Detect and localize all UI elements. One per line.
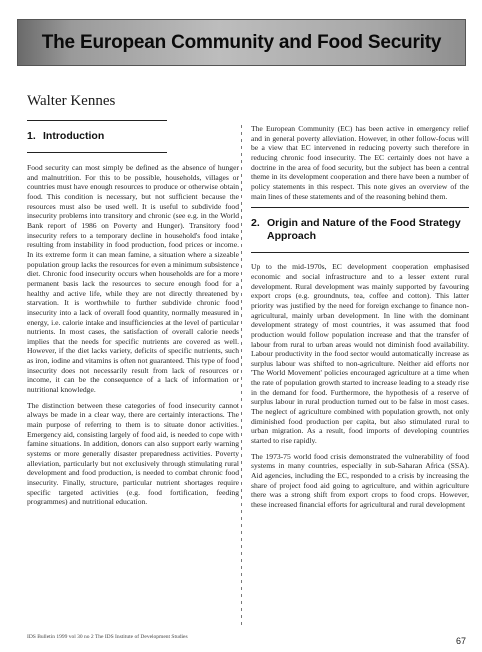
left-column <box>27 120 239 632</box>
body-paragraph: The 1973-75 world food crisis demonstrated the vulnerability of food systems in many countries, especially in sub-Saharan Africa (SSA). Aid agencies, including the EC, responded to a crisis by increasing the share of project food aid going to agriculture, and within agriculture there was a strong shift from export crops to food crops. However, these increased financial efforts for agricultural and rural development <box>251 451 469 509</box>
author-name: Walter Kennes <box>27 93 116 109</box>
right-column <box>251 124 469 636</box>
body-paragraph: Up to the mid-1970s, EC development cooperation emphasised economic and social infrastructure and to a lesser extent rural development. Rural development was mainly supported by favouring export crops (e.g. groundnuts, tea, coffee and cotton). This latter priority was justified by the need for foreign exchange to finance non-agricultural, mainly urban development. In line with the dominant development strategy of most countries, it was assumed that food production would follow population increase and that the transfer of labour from rural to urban areas would not diminish food availability. Labour productivity in the food sector would automatically increase as surplus labour was shifted to non-agriculture. Neither aid efforts nor 'The World Movement' policies encouraged agriculture at a time when the rate of population growth started to increase leading to a steady rise in the demand for food. Furthermore, the hypothesis of a reserve of surplus labour in rural production turned out to be false in most cases. The neglect of agriculture combined with population growth, not only diminished food production per capita, but also stimulated rural to urban migration. As a result, food imports of developing countries started to rise rapidly. <box>251 262 469 446</box>
section-title: Introduction <box>43 130 105 142</box>
section-number: 1. <box>27 130 36 142</box>
footnote: IDS Bulletin 1999 vol 30 no 2 The IDS Institute of Development Studies <box>27 634 188 640</box>
section-rule <box>27 152 167 153</box>
article-title: The European Community and Food Security <box>41 31 442 53</box>
section-rule <box>251 252 469 253</box>
body-paragraph: Food security can most simply be defined as the absence of hunger and malnutrition. For this to be possible, households, villages or countries must have enough resources to produce or otherwise obtain food. This condition is necessary, but not sufficient because the resources must also be used well. It is useful to subdivide food insecurity problems into transitory and chronic (see e.g. in the World Bank report of 1986 on Poverty and Hunger). Transitory food insecurity refers to a temporary decline in household's food intake resulting from instability in food production, food prices or income. In its extreme form it can mean famine, a situation where a sizeable population group lacks the resources for even a minimum subsistence diet. Chronic food insecurity occurs when households are for a more permanent basis lack the resources to secure enough food for a healthy and active life, while they are not directly threatened by starvation. It is worthwhile to further subdivide chronic food insecurity into a lack of overall food quantity, normally measured in energy, i.e. calorie intake and insufficiencies at the level of particular nutrients. In most cases, the satisfaction of overall calorie needs implies that the needs for specific nutrients are covered as well. However, if the diet lacks variety, deficits of specific nutrients, such as iron, iodine and vitamins is often not guaranteed. This type of food insecurity does not necessarily result from lack of resources or income, it can be the consequence of a lack of information or nutritional knowledge. <box>27 163 239 395</box>
section-heading-origin <box>251 217 469 243</box>
body-paragraph: The European Community (EC) has been active in emergency relief and in general poverty alleviation. However, in other follow-focus will be a view that EC intervened in reducing poverty such therefore in reducing chronic food insecurity. The EC certainly does not have a doctrine in the area of food security, but the subject has been a central theme in its development cooperation and there have been a number of policy statements in this respect. This note gives an overview of the main lines of these statements and of the reasoning behind them. <box>251 124 469 201</box>
page-number: 67 <box>455 636 466 646</box>
body-paragraph: The distinction between these categories of food insecurity cannot always be made in a clear way, there are certainly interactions. The main purpose of referring to them is to situate donor activities. Emergency aid, consisting largely of food aid, is needed to cope with famine situations. In addition, donors can also support early warning systems or more generally disaster preparedness activities. Poverty alleviation, particularly but not exclusively through stimulating rural development and food production, is needed to combat chronic food insecurity. Finally, structure, particular nutrient shortages require specific targeted activities (e.g. food fortification, feeding programmes) and nutritional education. <box>27 400 239 507</box>
section-rule <box>251 207 469 208</box>
section-title: Origin and Nature of the Food Strategy Approach <box>267 217 461 243</box>
section-number: 2. <box>251 217 260 230</box>
section-rule <box>27 120 167 121</box>
title-banner <box>17 19 466 66</box>
column-divider <box>241 125 242 625</box>
section-heading-introduction <box>27 130 239 143</box>
